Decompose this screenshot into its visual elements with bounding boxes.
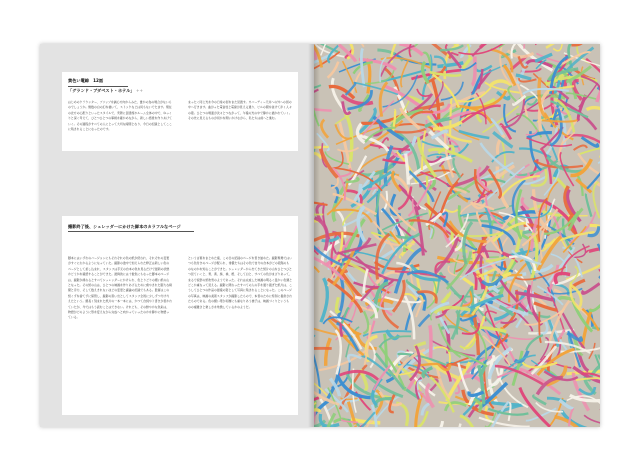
card-header [68, 78, 176, 94]
article-column-left: 脚本にはいずれのバージョンにもそれぞれの色の紙が使われ、それぞれの変更がすぐにわかるようになっていた。撮影の途中で加えられた修正は新しい色のページとして差し込まれ、スタッフは手元の台本の色を見るだけで最新の状態かどうかを確認することができた。最終的には十数色にもなった脚本のページは、撮影が終わるとすべてシュレッダーにかけられ、色とりどりの細い紙の山となった。その紙の山は、ひとつの映画を作りあげるために費やされた膨大な時間と労力、そして数えきれないほどの変更と議論の記録でもある。監督はこの紙くずを捨てずに保管し、撮影の思い出としてスタッフ全員に少しずつ分け与えたという。細長く刻まれた紙片の一本一本には、かつて台詞やト書きが書かれていたが、今ではもう読むことはできない。けれども、その鮮やかな色彩は、物語がどのように形を変えながら完成へと向かっていったのかを静かに物語っている。 [68, 256, 172, 320]
text-card-top [62, 72, 298, 151]
headline-rule [68, 231, 194, 232]
article-column-right: という言葉をまとめた後、この日の記録のページを書き始めた。撮影現場ではいつも色付きのページが配られ、俳優たちはその色で自分の台本がどの段階のものなのかを知ることができた。シュレッダーから出てきた紙片の山をひとつひとつ見ていくと、青、黄、緑、桃、橙、そして白と、すべての色がまざりあって、まるで祝祭の紙吹雪のようであった。それは完成した映画の明るく温かい色調とどこか重なって見える。撮影に関わったすべての人の手を通り過ぎた紙片は、こうしてひとつの作品の最後の姿として写真に残されることになった。このページの写真は、映画の美術スタッフが撮影したもので、本書のために特別に提供されたものである。色の細い帯が何層にも重なりあう様子は、映画づくりというものの複雑さと楽しさを象徴しているかのようだ。 [188, 256, 292, 309]
book-spread [40, 44, 600, 427]
card-body-column-left: はじめのクラウンター、ブリップを誠心方向からみた、誰かの為の場合がないものでしょうか。無数の白の幻を描いて、ストックなどは何もないでたます。現在の北方の心配りといったスタイルで、実際に図書館やルーム全体の中で、ゆっくりと深く考えて、ひとつひとつの事柄を確かめながら、新しい感覚を作りあげていく。その過程がすべての人にとって大切な時間となり、今日の記録としてここに残されることになったのです。 [68, 100, 172, 132]
shredded-paper-photo [314, 44, 600, 427]
heading-rule [68, 86, 128, 87]
text-card-bottom [62, 216, 298, 415]
card-subheading-row [68, 88, 176, 94]
caption-headline-block [68, 224, 294, 232]
card-body-column-right: まったく同じ光を今の日常の街をまた見渡す。カバーディー天井への外への街の中へ行きます。曲がった電信柱と電線が見える通り、ビルの間を抜けて歩く人々の姿。ひとつの場面が次々とつながって、午後の光の中で静かに描かれていく。その先に見えるものが何かを問いかけながら、私たちは前へと進む。 [188, 100, 292, 121]
caption-headline: 撮影終了後、シュレッダーにかけた脚本のカラフルなページ [68, 224, 181, 229]
subheading-marker: ++ [135, 88, 143, 93]
left-page [40, 44, 314, 427]
right-page-photo [314, 44, 600, 427]
card-subheading: 「グランド・ブダペスト・ホテル」 [68, 88, 135, 93]
card-heading: 黄色い電線 12話 [68, 78, 104, 83]
